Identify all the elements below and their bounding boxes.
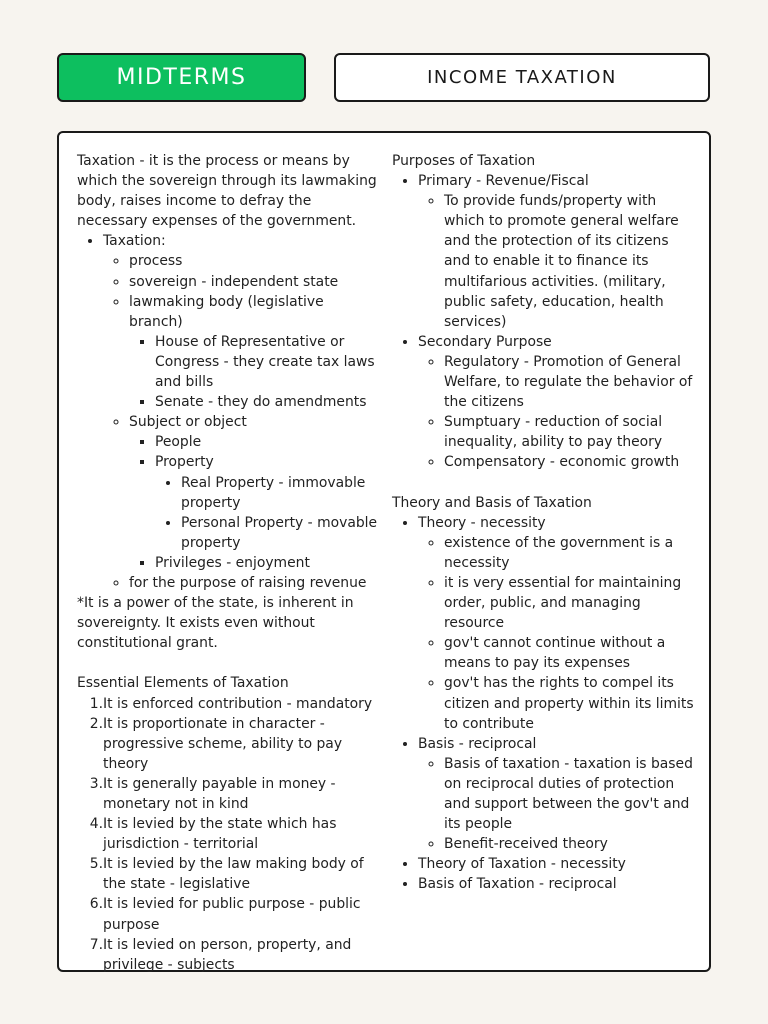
list-item: ◦ gov't cannot continue without a means to pay its expenses [444,633,696,673]
subject-object-label: Subject or object [129,414,247,431]
list-item: ▪ Privileges - enjoyment [155,553,379,573]
list-item: 7. It is levied on person, property, and privilege - subjects [103,935,379,975]
list-item [418,332,696,473]
purposes-title: Purposes of Taxation [392,153,536,169]
theory-sublist [418,533,696,734]
primary-sublist [418,191,696,332]
taxation-definition: Taxation - it is the process or means by which the sovereign through its lawmaking body, raises income to defray the necessary expenses of the government. [77,153,377,230]
list-item [129,412,379,573]
right-column [392,151,696,894]
list-item: ▪ House of Representative or Congress - they create tax laws and bills [155,332,379,392]
list-item [418,171,696,332]
left-column [77,151,379,975]
power-note: *It is a power of the state, is inherent in sovereignty. It exists even without constitutional grant. [77,595,354,652]
theory-title: Theory and Basis of Taxation [392,494,592,511]
list-item: • Personal Property - movable property [181,513,379,553]
spacer [392,473,696,493]
midterms-label: MIDTERMS [116,65,247,90]
list-item: ▪ People [155,432,379,452]
secondary-sublist [418,352,696,473]
spacer [77,653,379,673]
theory-list [392,513,696,895]
property-label: Property [155,454,214,471]
purposes-list [392,171,696,472]
list-item: ◦ Basis of taxation - taxation is based on reciprocal duties of protection and support between the gov't and its people [444,754,696,834]
list-item: 3. It is generally payable in money - monetary not in kind [103,774,379,814]
elements-list [77,694,379,975]
elements-title: Essential Elements of Taxation [77,675,289,692]
list-item: ◦ for the purpose of raising revenue [129,573,379,593]
property-sublist [155,473,379,553]
list-item: ◦ existence of the government is a necessity [444,533,696,573]
list-item: ▪ Senate - they do amendments [155,392,379,412]
list-item: • Theory of Taxation - necessity [418,854,696,874]
subject-sublist [129,432,379,573]
list-item: ◦ Benefit-received theory [444,834,696,854]
taxation-list [77,231,379,593]
list-item [418,734,696,855]
theory-label: Theory - necessity [418,514,546,531]
lawmaking-label: lawmaking body (legislative branch) [129,293,324,330]
list-item: 2. It is proportionate in character - progressive scheme, ability to pay theory [103,714,379,774]
list-item [129,292,379,413]
list-item: ◦ To provide funds/property with which to promote general welfare and the protection of its citizens and to enable it to finance its multifarious activities. (military, public safety, education, health services) [444,191,696,332]
list-item: • Real Property - immovable property [181,473,379,513]
list-item [103,231,379,593]
basis-label: Basis - reciprocal [418,735,537,752]
list-item: 5. It is levied by the law making body of the state - legislative [103,854,379,894]
list-item: 1. It is enforced contribution - mandatory [103,694,379,714]
primary-label: Primary - Revenue/Fiscal [418,173,589,190]
list-item: ◦ Regulatory - Promotion of General Welfare, to regulate the behavior of the citizens [444,352,696,412]
list-item: • Basis of Taxation - reciprocal [418,874,696,894]
taxation-label: Taxation: [103,233,166,250]
list-item: ◦ Sumptuary - reduction of social inequality, ability to pay theory [444,412,696,452]
list-item: ◦ gov't has the rights to compel its citizen and property within its limits to contribute [444,673,696,733]
list-item [418,513,696,734]
midterms-tag [57,53,306,102]
subject-tag [334,53,710,102]
taxation-sublist [103,251,379,593]
list-item [155,452,379,552]
basis-sublist [418,754,696,854]
list-item: 4. It is levied by the state which has jurisdiction - territorial [103,814,379,854]
notes-card [57,131,711,972]
list-item: ◦ process [129,251,379,271]
list-item: ◦ sovereign - independent state [129,272,379,292]
lawmaking-sublist [129,332,379,412]
list-item: ◦ it is very essential for maintaining order, public, and managing resource [444,573,696,633]
secondary-label: Secondary Purpose [418,333,552,350]
list-item: ◦ Compensatory - economic growth [444,452,696,472]
list-item: 6. It is levied for public purpose - public purpose [103,894,379,934]
subject-label: INCOME TAXATION [427,67,617,88]
